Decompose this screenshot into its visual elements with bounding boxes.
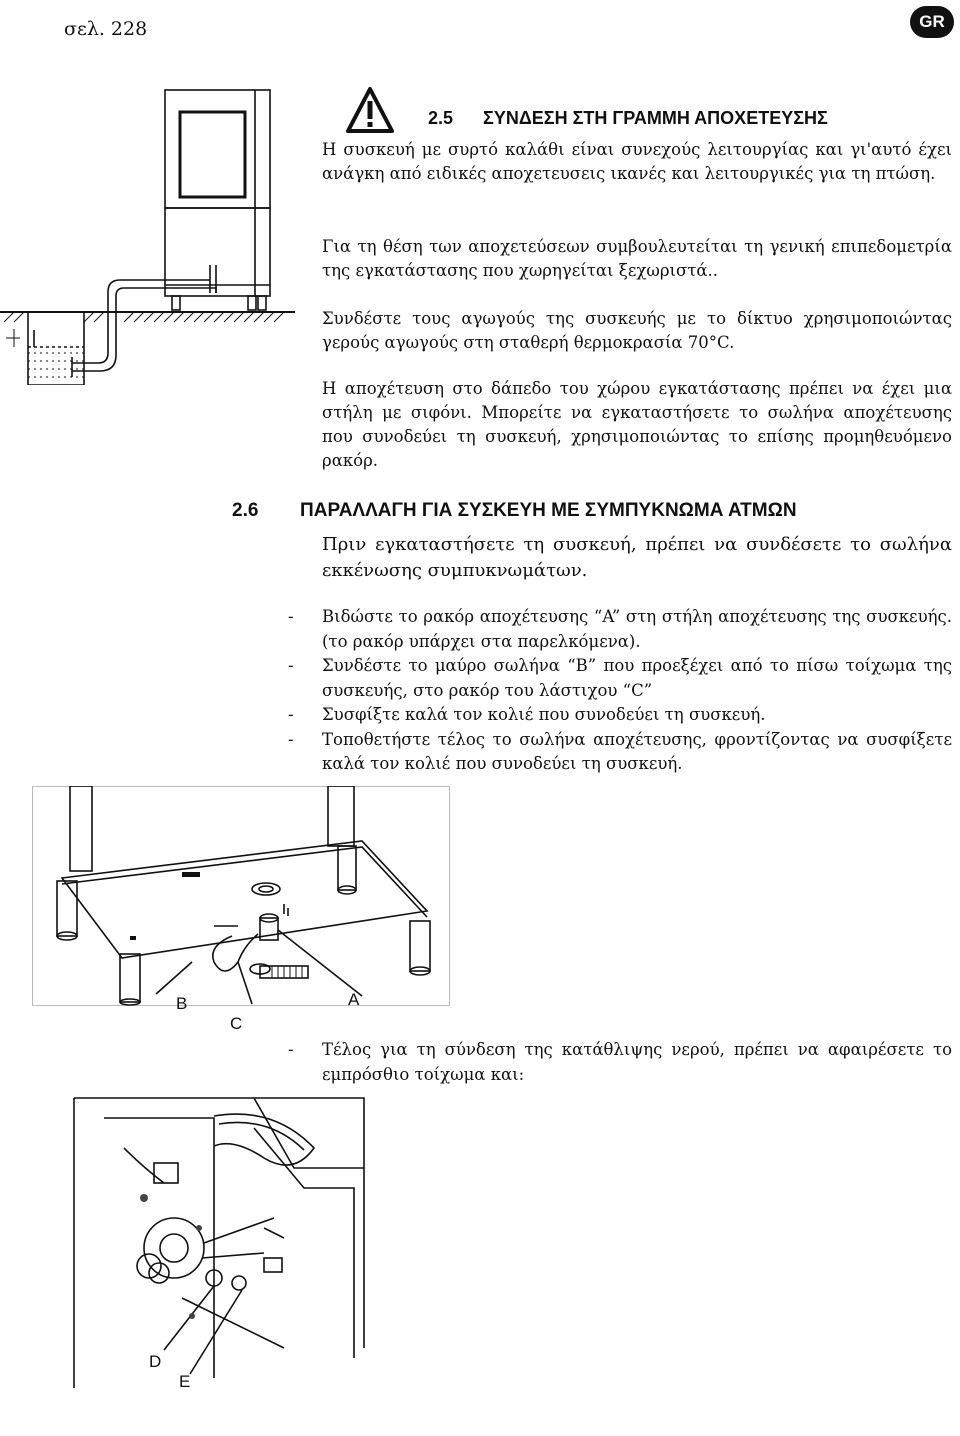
list-item: - Τέλος για τη σύνδεση της κατάθλιψης νερού, πρέπει να αφαιρέσετε το εμπρόσθιο τοίχωμα και: [286,1038,952,1087]
list-item: - Συνδέστε το μαύρο σωλήνα “B” που προεξέχει από το πίσω τοίχωμα της συσκευής, στο ρακόρ του λάστιχου “C” [286,654,952,703]
label-b: B [176,994,188,1013]
label-a: A [348,990,360,1009]
list-item: - Βιδώστε το ρακόρ αποχέτευσης “A” στη στήλη αποχέτευσης της συσκευής. (το ρακόρ υπάρχει στα παρελκόμενα). [286,605,952,654]
list-item: - Συσφίξτε καλά τον κολιέ που συνοδεύει τη συσκευή. [286,703,952,728]
label-c: C [230,1014,243,1033]
appliance-interior-figure [64,1088,404,1388]
appliance-underside-figure [32,786,450,1006]
drain-installation-diagram [0,85,300,385]
page-number: σελ. 228 [64,18,148,40]
section-2-6-intro: Πριν εγκαταστήσετε τη συσκευή, πρέπει να συνδέσετε το σωλήνα εκκένωσης συμπυκνωμάτων. [322,534,952,581]
warning-triangle-icon [345,86,395,134]
installation-steps-list [286,605,952,777]
section-2-6-number: 2.6 [232,500,259,521]
label-e: E [179,1372,191,1391]
section-2-5-paragraph-1: Η συσκευή με συρτό καλάθι είναι συνεχούς λειτουργίας και γι'αυτό έχει ανάγκη από ειδικές αποχετευσεις ικανές και λειτουργικές για τη πτώση. [322,140,952,183]
section-2-5-title: 2.5 ΣΥΝΔΕΣΗ ΣΤΗ ΓΡΑΜΜΗ ΑΠΟΧΕΤΕΥΣΗΣ [428,108,828,128]
label-d: D [149,1352,162,1371]
section-2-5-paragraph-4: Η αποχέτευση στο δάπεδο του χώρου εγκατάστασης πρέπει να έχει μια στήλη με σιφόνι. Μπορείτε να εγκαταστήσετε το σωλήνα αποχέτευσης που συνοδεύει τη συσκευή, χρησιμοποιώντας το επίσης προμηθευόμενο ρακόρ. [322,379,952,470]
section-2-5-paragraph-2: Για τη θέση των αποχετεύσεων συμβουλευτείται τη γενική επιπεδομετρία της εγκατάστασης που χωρηγείται ξεχωριστά.. [322,237,952,280]
section-2-6-title: ΠΑΡΑΛΛΑΓΗ ΓΙΑ ΣΥΣΚΕΥΗ ΜΕ ΣΥΜΠΥΚΝΩΜΑ ΑΤΜΩΝ [300,500,797,521]
section-2-5-paragraph-3: Συνδέστε τους αγωγούς της συσκευής με το δίκτυο χρησιμοποιώντας γερούς αγωγούς στη σταθερή θερμοκρασία 70°C. [322,309,952,352]
list-item: - Τοποθετήστε τέλος το σωλήνα αποχέτευσης, φροντίζοντας να συσφίξετε καλά τον κολιέ που συνοδεύει τη συσκευή. [286,728,952,777]
water-connection-step [286,1038,952,1087]
language-badge: GR [910,6,954,38]
